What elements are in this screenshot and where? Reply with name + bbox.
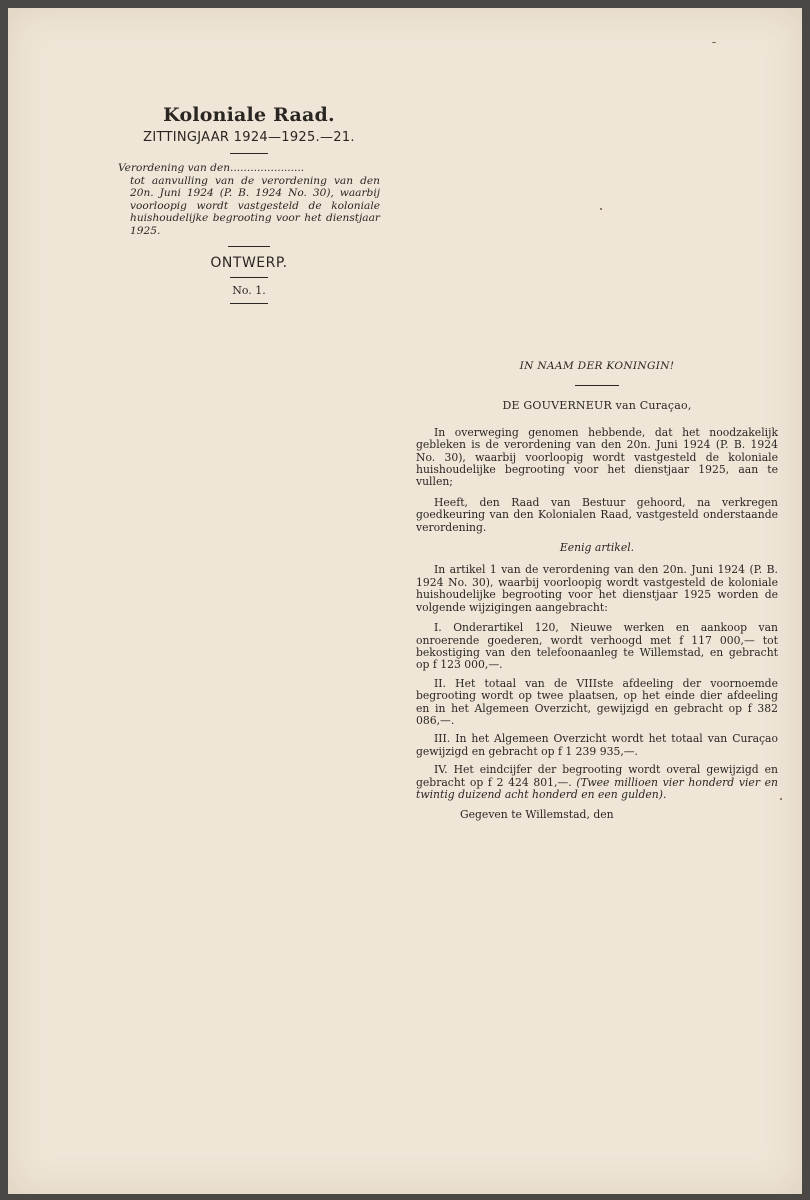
amendment-3: III. In het Algemeen Overzicht wordt het totaal van Curaçao gewijzigd en gebracht op f 1 239 935,—. [416, 732, 778, 758]
amendment-4 [416, 764, 778, 801]
paper-speck [600, 208, 602, 210]
draft-number: No. 1. [232, 283, 266, 297]
session-year: ZITTINGJAAR 1924—1925.—21. [143, 130, 355, 145]
amendment-2: II. Het totaal van de VIIIste afdeeling der voornoemde begrooting wordt op twee plaatsen, op het einde dier afdeeling en in het Algemeen Overzicht, gewijzigd en gebracht op f 382 086,—. [416, 676, 778, 727]
invocation: IN NAAM DER KONINGIN! [519, 360, 675, 372]
governor-line: DE GOUVERNEUR van Curaçao, [502, 399, 692, 413]
given-at-line: Gegeven te Willemstad, den [460, 808, 614, 822]
amendment-4-text: IV. Het eindcijfer der begrooting wordt overal gewijzigd en gebracht op f 2 424 801,—. [416, 763, 778, 789]
regulation-body [416, 360, 778, 830]
paper-speck [712, 42, 716, 43]
divider [230, 303, 268, 304]
regulation-desc-first-line: Verordening van den...................... [118, 162, 305, 174]
council-title: Koloniale Raad. [163, 104, 335, 126]
divider [230, 277, 268, 278]
regulation-description [118, 162, 380, 238]
article-intro: In artikel 1 van de verordening van den 20n. Juni 1924 (P. B. 1924 No. 30), waarbij voorloopig wordt vastgesteld de koloniale huishoudelijke begrooting voor het dienstjaar 1925 worden de volgende wijzigingen aangebracht: [416, 563, 778, 614]
header-block [118, 104, 380, 310]
document-page [8, 8, 802, 1194]
considering-paragraph: In overweging genomen hebbende, dat het noodzakelijk gebleken is de verordening van den 20n. Juni 1924 (P. B. 1924 No. 30), waarbij voorloopig wordt vastgesteld de koloniale huishoudelijke begrooting voor het dienstjaar 1925, aan te vullen; [416, 425, 778, 489]
article-heading: Eenig artikel. [559, 541, 635, 555]
amendment-4-words: (Twee millioen vier honderd vier en twintig duizend acht honderd en een gulden). [416, 775, 779, 801]
divider [230, 153, 268, 154]
divider [575, 385, 619, 386]
draft-label: ONTWERP. [210, 254, 288, 271]
regulation-desc-rest: tot aanvulling van de verordening van den 20n. Juni 1924 (P. B. 1924 No. 30), waarbij voorloopig wordt vastgesteld de koloniale huishoudelijke begrooting voor het dienstjaar 1925. [130, 174, 380, 237]
divider [228, 246, 270, 247]
paper-speck [780, 798, 782, 800]
enactment-paragraph: Heeft, den Raad van Bestuur gehoord, na verkregen goedkeuring van den Kolonialen Raad, vastgesteld onderstaande verordening. [416, 495, 778, 534]
amendment-1: I. Onderartikel 120, Nieuwe werken en aankoop van onroerende goederen, wordt verhoogd met f 117 000,— tot bekostiging van den telefoonaanleg te Willemstad, en gebracht op f 123 000,—. [416, 621, 778, 672]
